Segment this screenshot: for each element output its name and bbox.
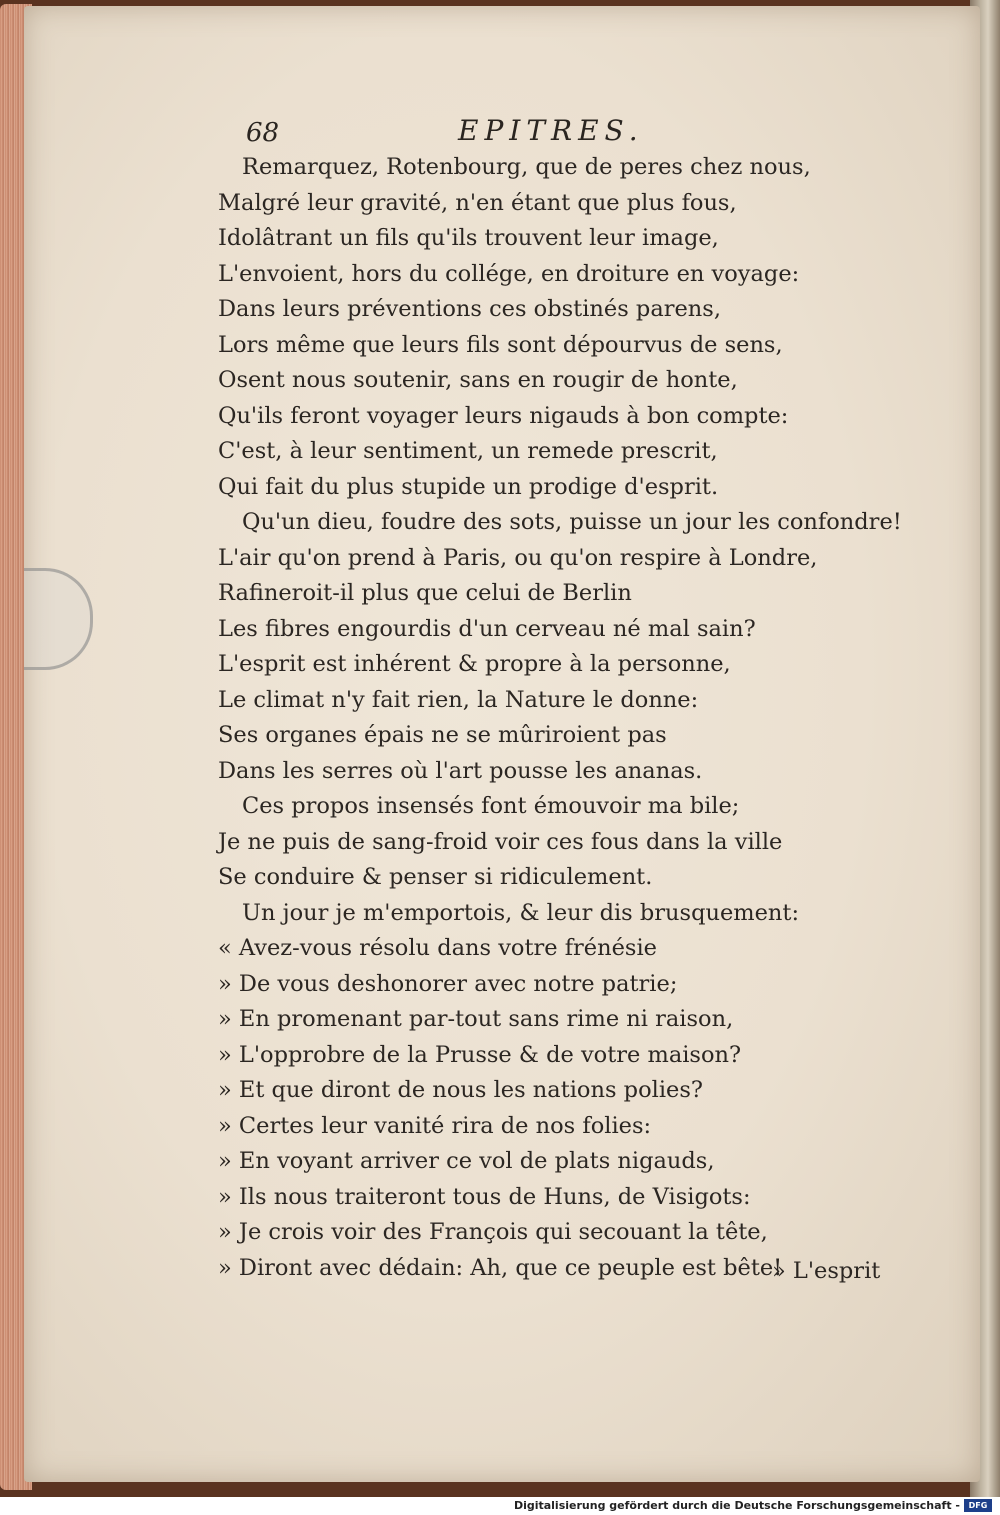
verse-line: L'air qu'on prend à Paris, ou qu'on respire à Londre, <box>218 544 818 571</box>
verse-line: » Ils nous traiteront tous de Huns, de Visigots: <box>218 1183 751 1210</box>
verse-line: » Diront avec dédain: Ah, que ce peuple est bête! <box>218 1254 783 1281</box>
page-header <box>246 114 706 154</box>
page-number: 68 <box>246 118 280 148</box>
verse-line: Qu'un dieu, foudre des sots, puisse un jour les confondre! <box>242 509 902 535</box>
verse-line: » Et que diront de nous les nations polies? <box>218 1077 703 1103</box>
verse-line: Ces propos insensés font émouvoir ma bile; <box>242 793 740 819</box>
dfg-logo-icon: DFG <box>964 1499 992 1512</box>
verse-line: C'est, à leur sentiment, un remede prescrit, <box>218 438 718 464</box>
catchword: » L'esprit <box>772 1258 881 1284</box>
verse-line: » En voyant arriver ce vol de plats nigauds, <box>218 1148 715 1174</box>
verse-line: L'envoient, hors du collége, en droiture en voyage: <box>218 260 800 287</box>
verse-line: » Certes leur vanité rira de nos folies: <box>218 1112 652 1139</box>
verse-line: Le climat n'y fait rien, la Nature le donne: <box>218 686 699 713</box>
verse-line: Idolâtrant un fils qu'ils trouvent leur image, <box>218 225 719 251</box>
verse-line: Osent nous soutenir, sans en rougir de honte, <box>218 367 738 393</box>
footer-credit: Digitalisierung gefördert durch die Deutsche Forschungsgemeinschaft - <box>513 1499 960 1512</box>
verse-line: » Je crois voir des François qui secouant la tête, <box>218 1219 768 1245</box>
page-clip <box>24 568 93 670</box>
verse-line: Remarquez, Rotenbourg, que de peres chez nous, <box>242 154 811 180</box>
verse-line: « Avez-vous résolu dans votre frénésie <box>218 935 657 961</box>
verse-line: L'esprit est inhérent & propre à la personne, <box>218 651 731 677</box>
verse-line: Les fibres engourdis d'un cerveau né mal sain? <box>218 615 756 642</box>
verse-line: » L'opprobre de la Prusse & de votre maison? <box>218 1041 742 1068</box>
verse-block <box>218 150 902 1286</box>
verse-line: Se conduire & penser si ridiculement. <box>218 864 653 890</box>
running-title: EPITRES. <box>458 114 644 147</box>
verse-line: Qui fait du plus stupide un prodige d'esprit. <box>218 473 719 500</box>
verse-line: » De vous deshonorer avec notre patrie; <box>218 970 678 997</box>
verse-line: Dans les serres où l'art pousse les ananas. <box>218 757 703 784</box>
verse-line: Je ne puis de sang-froid voir ces fous dans la ville <box>218 828 783 855</box>
footer-bar <box>0 1497 1000 1515</box>
verse-line: Un jour je m'emportois, & leur dis brusquement: <box>242 899 800 926</box>
verse-line: Dans leurs préventions ces obstinés parens, <box>218 296 721 322</box>
verse-line: » En promenant par-tout sans rime ni raison, <box>218 1006 734 1032</box>
verse-line: Lors même que leurs fils sont dépourvus de sens, <box>218 331 783 358</box>
verse-line: Rafineroit-il plus que celui de Berlin <box>218 580 632 606</box>
verse-line: Malgré leur gravité, n'en étant que plus fous, <box>218 189 737 216</box>
verse-line: Ses organes épais ne se mûriroient pas <box>218 722 667 748</box>
verse-line: Qu'ils feront voyager leurs nigauds à bon compte: <box>218 402 789 429</box>
